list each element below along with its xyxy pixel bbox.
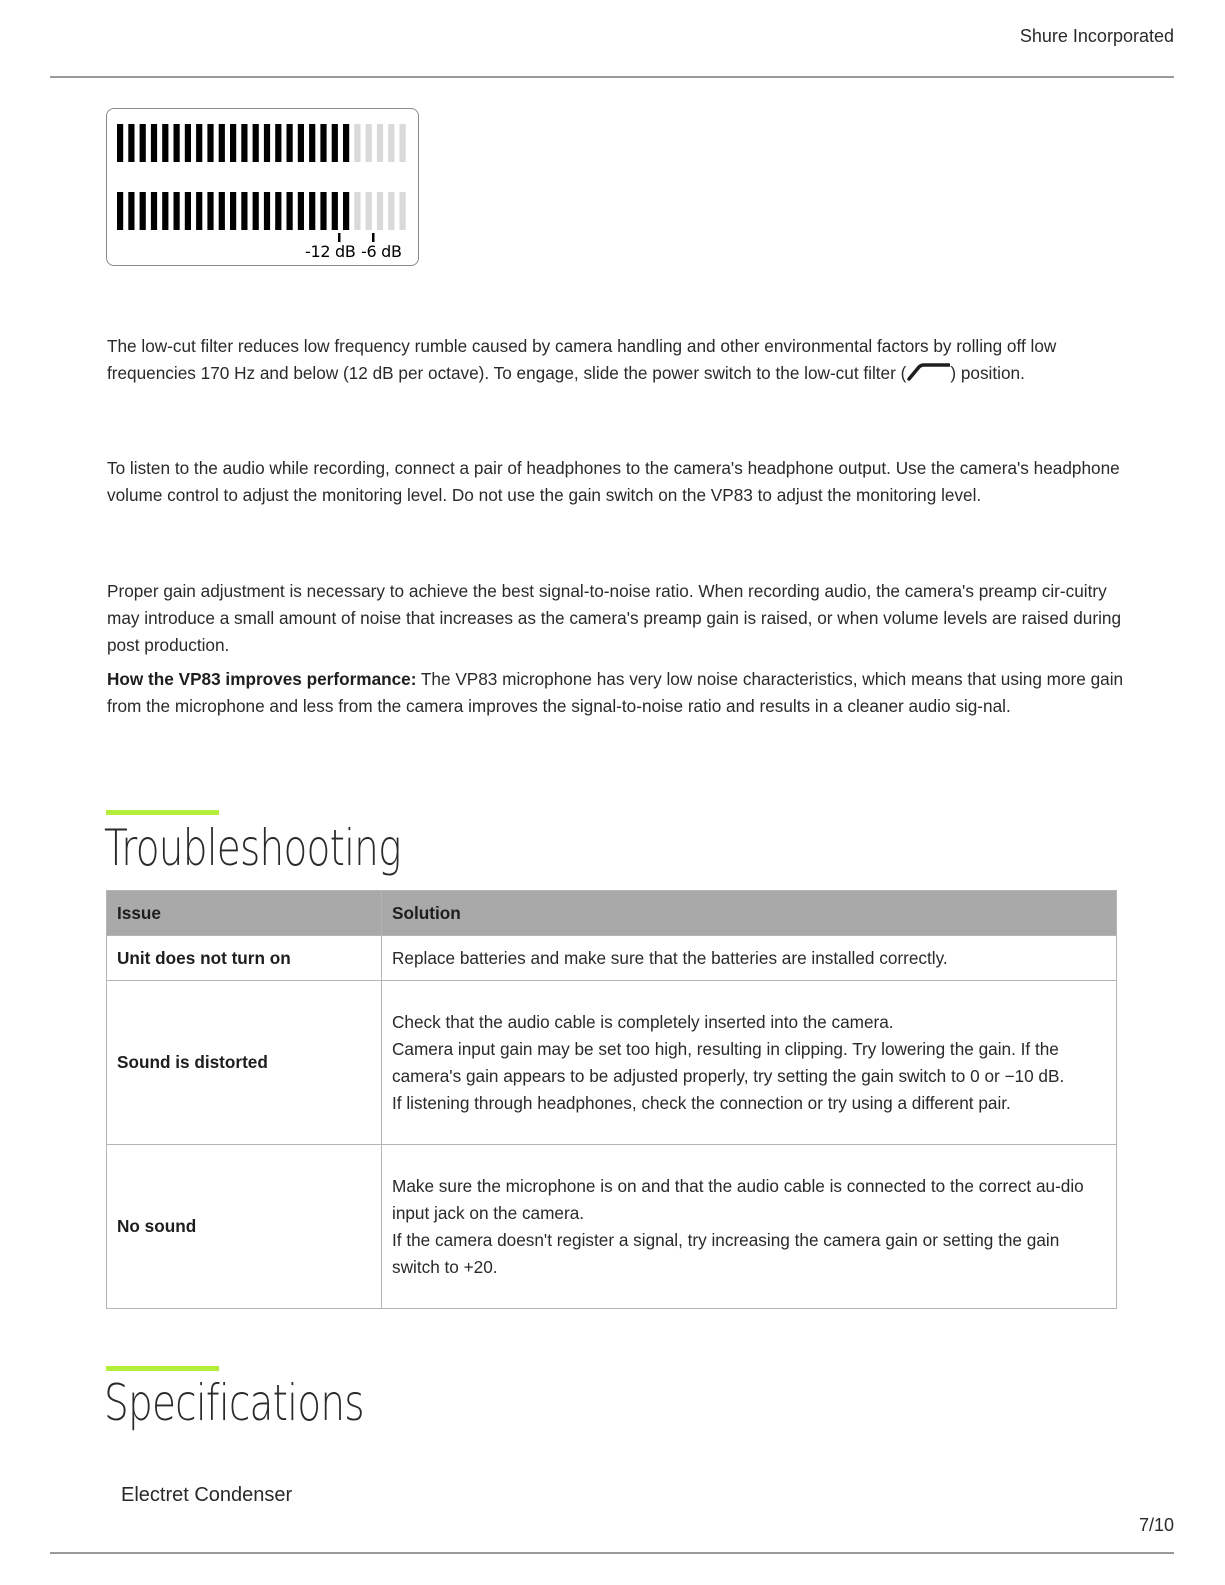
issue-cell: Sound is distorted [107, 981, 382, 1145]
meter-segment [287, 124, 293, 162]
meter-segment [366, 192, 372, 230]
table-row [107, 936, 1117, 981]
meter-segment [388, 124, 394, 162]
solution-line: Make sure the microphone is on and that the audio cable is connected to the correct au-dio input jack on the camera. [392, 1175, 1084, 1223]
meter-segment [377, 192, 383, 230]
meter-segment [140, 192, 146, 230]
meter-segment [264, 192, 270, 230]
solution-cell [382, 936, 1117, 981]
meter-segment [400, 124, 406, 162]
meter-segment [309, 192, 315, 230]
meter-segment [162, 124, 168, 162]
meter-segment [219, 192, 225, 230]
solution-line: Check that the audio cable is completely inserted into the camera. [392, 1011, 894, 1032]
meter-segment [151, 192, 157, 230]
issue-cell: No sound [107, 1145, 382, 1309]
header-divider [50, 76, 1174, 78]
meter-tick-mark [372, 233, 375, 242]
meter-segment [320, 192, 326, 230]
meter-segment [298, 192, 304, 230]
meter-segment [174, 124, 180, 162]
meter-segment [400, 192, 406, 230]
troubleshooting-title: Troubleshooting [104, 819, 401, 877]
meter-segment [162, 192, 168, 230]
meter-segment [196, 192, 202, 230]
solution-cell [382, 981, 1117, 1145]
solution-line: If the camera doesn't register a signal, try increasing the camera gain or setting the gain switch to +20. [392, 1229, 1060, 1277]
solution-line: Replace batteries and make sure that the batteries are installed correctly. [392, 947, 948, 968]
troubleshooting-accent-bar [106, 810, 219, 815]
meter-segment [354, 192, 360, 230]
meter-segment [253, 124, 259, 162]
table-row [107, 1145, 1117, 1309]
meter-segment [332, 124, 338, 162]
meter-segment [128, 192, 134, 230]
meter-segment [117, 124, 123, 162]
low-cut-text-end: ) position. [950, 363, 1025, 383]
performance-text: The VP83 microphone has very low noise characteristics, which means that using more gain from the microphone and less from the camera improves the signal-to-noise ratio and results in a cleaner audio sig-nal. [107, 669, 1124, 716]
meter-segment [185, 124, 191, 162]
meter-segment [332, 192, 338, 230]
meter-label-minus-6db: -6 dB [361, 242, 402, 261]
header-company: Shure Incorporated [1019, 26, 1174, 46]
issue-cell: Unit does not turn on [107, 936, 382, 981]
meter-segment [196, 124, 202, 162]
meter-segment [174, 192, 180, 230]
meter-segment [230, 124, 236, 162]
meter-segment [207, 192, 213, 230]
table-header-solution: Solution [382, 891, 1117, 936]
performance-label: How the VP83 improves performance: [107, 669, 417, 689]
level-meter-figure [106, 108, 419, 266]
meter-segment [230, 192, 236, 230]
table-row [107, 981, 1117, 1145]
meter-segment [343, 124, 349, 162]
meter-segment [219, 124, 225, 162]
meter-segment [241, 192, 247, 230]
performance-paragraph [107, 666, 1127, 720]
meter-segment [309, 124, 315, 162]
meter-segment [343, 192, 349, 230]
meter-segment [275, 192, 281, 230]
solution-line: If listening through headphones, check the connection or try using a different pair. [392, 1092, 1011, 1113]
meter-segment [366, 124, 372, 162]
meter-segment [253, 192, 259, 230]
page-number: 7/10 [1138, 1515, 1174, 1535]
meter-tick-mark [338, 233, 341, 242]
low-cut-paragraph [107, 333, 1127, 387]
solution-line: Camera input gain may be set too high, resulting in clipping. Try lowering the gain. If the camera's gain appears to be adjusted properly, try setting the gain switch to 0 or −10 dB. [392, 1038, 1065, 1086]
meter-segment [264, 124, 270, 162]
meter-segment [241, 124, 247, 162]
meter-segment [298, 124, 304, 162]
monitoring-paragraph: To listen to the audio while recording, connect a pair of headphones to the camera's headphone output. Use the camera's headphone volume control to adjust the monitoring level. Do not use the gain switch on the VP83 to adjust the monitoring level. [107, 458, 1120, 505]
low-cut-text: The low-cut filter reduces low frequency rumble caused by camera handling and other environmental factors by rolling off low frequencies 170 Hz and below (12 dB per octave). To engage, slide the power switch to the low-cut filter ( [107, 336, 1057, 383]
spec-transducer-type: Electret Condenser [121, 1484, 293, 1506]
specifications-title: Specifications [104, 1374, 364, 1432]
table-header-row [107, 891, 1117, 936]
low-cut-filter-icon [906, 362, 950, 382]
specifications-accent-bar [106, 1366, 219, 1371]
meter-segment [185, 192, 191, 230]
meter-segment [287, 192, 293, 230]
meter-segment [151, 124, 157, 162]
solution-cell [382, 1145, 1117, 1309]
troubleshooting-table [106, 890, 1117, 1309]
meter-segment [117, 192, 123, 230]
table-header-issue: Issue [107, 891, 382, 936]
meter-label-minus-12db: -12 dB [305, 242, 356, 261]
meter-segment [128, 124, 134, 162]
footer-divider [50, 1552, 1174, 1554]
meter-segment [388, 192, 394, 230]
meter-segment [354, 124, 360, 162]
meter-segment [140, 124, 146, 162]
meter-segment [377, 124, 383, 162]
meter-segment [320, 124, 326, 162]
meter-segment [207, 124, 213, 162]
meter-segment [275, 124, 281, 162]
gain-paragraph: Proper gain adjustment is necessary to achieve the best signal-to-noise ratio. When recording audio, the camera's preamp cir-cuitry may introduce a small amount of noise that increases as the camera's preamp gain is raised, or when volume levels are raised during post production. [107, 581, 1122, 655]
